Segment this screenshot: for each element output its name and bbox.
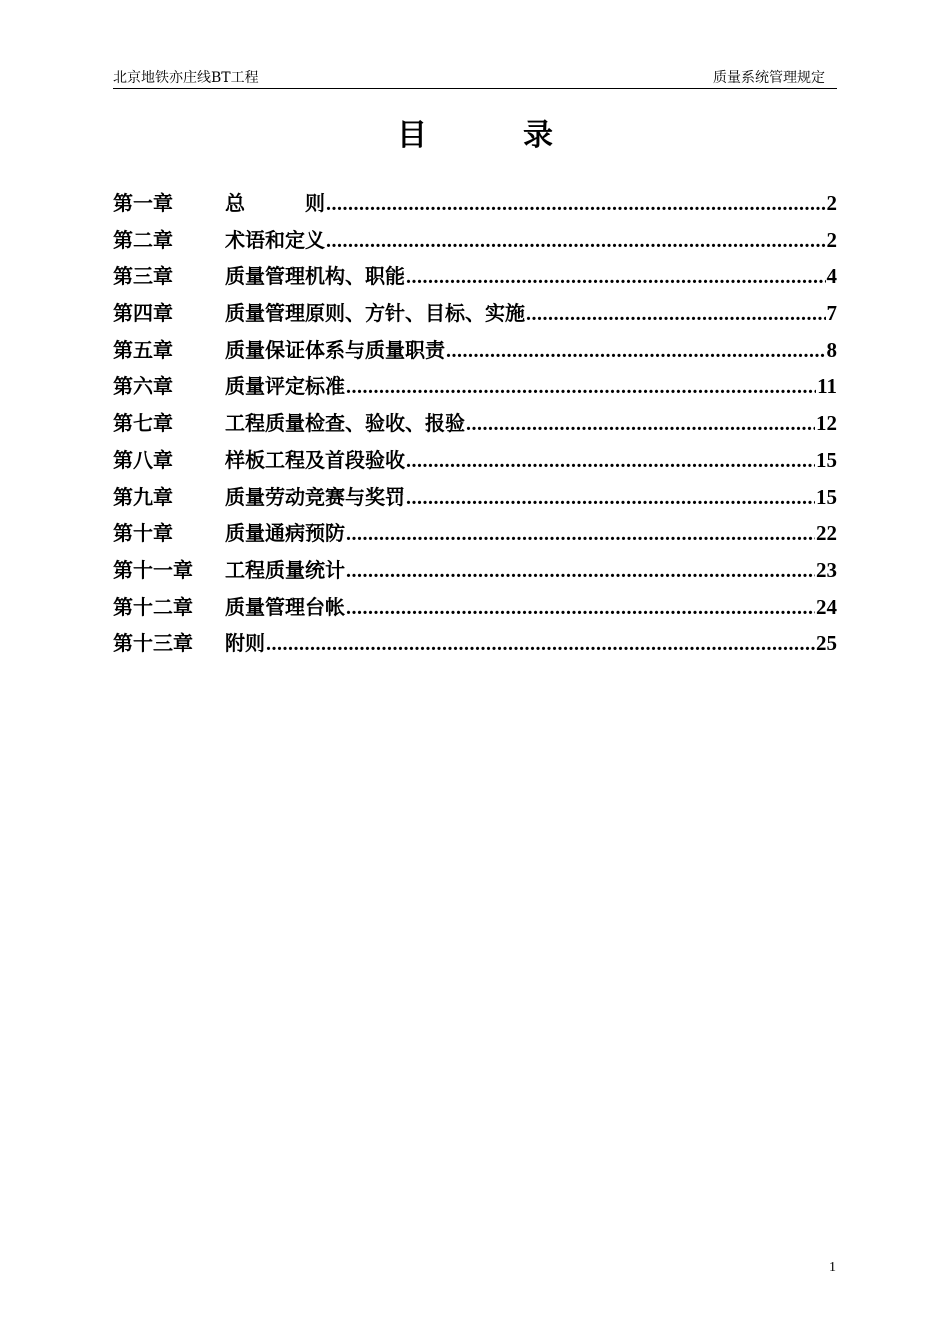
- toc-chapter-number: 第十三章: [113, 631, 193, 656]
- toc-dot-leader: [326, 223, 826, 259]
- toc-page-number: 23: [816, 557, 837, 582]
- toc-chapter-title: 质量保证体系与质量职责: [225, 337, 445, 362]
- toc-chapter-title: 质量管理机构、职能: [225, 264, 405, 289]
- toc-entry[interactable]: [113, 479, 837, 516]
- toc-page-number: 24: [816, 594, 837, 619]
- toc-chapter-title: 工程质量检查、验收、报验: [225, 411, 465, 436]
- toc-chapter-title: 样板工程及首段验收: [225, 447, 405, 472]
- toc-page-number: 15: [816, 447, 837, 472]
- toc-chapter-number: 第六章: [113, 374, 173, 399]
- toc-chapter-title: 总 则: [225, 191, 325, 215]
- toc-chapter-title: 工程质量统计: [225, 557, 345, 582]
- toc-chapter-title: 质量管理原则、方针、目标、实施: [225, 301, 525, 326]
- toc-entry[interactable]: [113, 515, 837, 552]
- toc-chapter-number: 第八章: [113, 447, 173, 472]
- toc-chapter-number: 第五章: [113, 337, 173, 362]
- toc-chapter-title: 质量管理台帐: [225, 594, 345, 619]
- toc-title: [0, 112, 950, 160]
- toc-dot-leader: [466, 406, 815, 442]
- toc-page-number: 2: [826, 227, 837, 252]
- toc-page-number: 12: [816, 411, 837, 436]
- toc-entry[interactable]: [113, 405, 837, 442]
- toc-dot-leader: [326, 186, 826, 222]
- toc-entry[interactable]: [113, 258, 837, 295]
- toc-chapter-number: 第九章: [113, 484, 173, 509]
- toc-entry[interactable]: [113, 625, 837, 662]
- toc-dot-leader: [406, 480, 815, 516]
- toc-page-number: 4: [826, 264, 837, 289]
- toc-chapter-number: 第二章: [113, 227, 173, 252]
- toc-dot-leader: [346, 553, 815, 589]
- toc-page-number: 2: [826, 191, 837, 215]
- toc-dot-leader: [446, 333, 826, 369]
- toc-page-number: 25: [816, 631, 837, 656]
- page-header: [113, 68, 837, 89]
- toc-chapter-number: 第七章: [113, 411, 173, 436]
- toc-chapter-number: 第十二章: [113, 594, 193, 619]
- toc-entry[interactable]: [113, 368, 837, 405]
- toc-chapter-title: 质量通病预防: [225, 521, 345, 546]
- toc-entry[interactable]: [113, 332, 837, 369]
- toc-dot-leader: [526, 296, 826, 332]
- toc-chapter-title: 术语和定义: [225, 227, 325, 252]
- header-project-name: 北京地铁亦庄线BT工程: [113, 70, 259, 86]
- toc-dot-leader: [266, 626, 815, 662]
- toc-chapter-title: 质量评定标准: [225, 374, 345, 399]
- toc-entry[interactable]: [113, 222, 837, 259]
- toc-page-number: 22: [816, 521, 837, 546]
- toc-title-char-2: 录: [523, 118, 553, 153]
- toc-entry[interactable]: [113, 185, 837, 222]
- toc-dot-leader: [346, 516, 815, 552]
- page-number: 1: [829, 1260, 836, 1275]
- toc-dot-leader: [346, 590, 815, 626]
- toc-dot-leader: [346, 369, 816, 405]
- toc-dot-leader: [406, 443, 815, 479]
- toc-chapter-number: 第一章: [113, 191, 173, 215]
- toc-chapter-number: 第十章: [113, 521, 173, 546]
- toc-chapter-number: 第四章: [113, 301, 173, 326]
- toc-page-number: 15: [816, 484, 837, 509]
- toc-page-number: 11: [817, 374, 837, 399]
- toc-entry[interactable]: [113, 442, 837, 479]
- toc-chapter-title: 质量劳动竞赛与奖罚: [225, 484, 405, 509]
- toc-entry[interactable]: [113, 589, 837, 626]
- table-of-contents: [113, 185, 837, 662]
- toc-dot-leader: [406, 259, 826, 295]
- toc-chapter-title: 附则: [225, 631, 265, 656]
- toc-entry[interactable]: [113, 552, 837, 589]
- toc-entry[interactable]: [113, 295, 837, 332]
- toc-chapter-number: 第三章: [113, 264, 173, 289]
- toc-chapter-number: 第十一章: [113, 557, 193, 582]
- header-document-title: 质量系统管理规定: [713, 70, 825, 86]
- toc-title-char-1: 目: [397, 118, 427, 153]
- toc-page-number: 7: [826, 301, 837, 326]
- toc-page-number: 8: [826, 337, 837, 362]
